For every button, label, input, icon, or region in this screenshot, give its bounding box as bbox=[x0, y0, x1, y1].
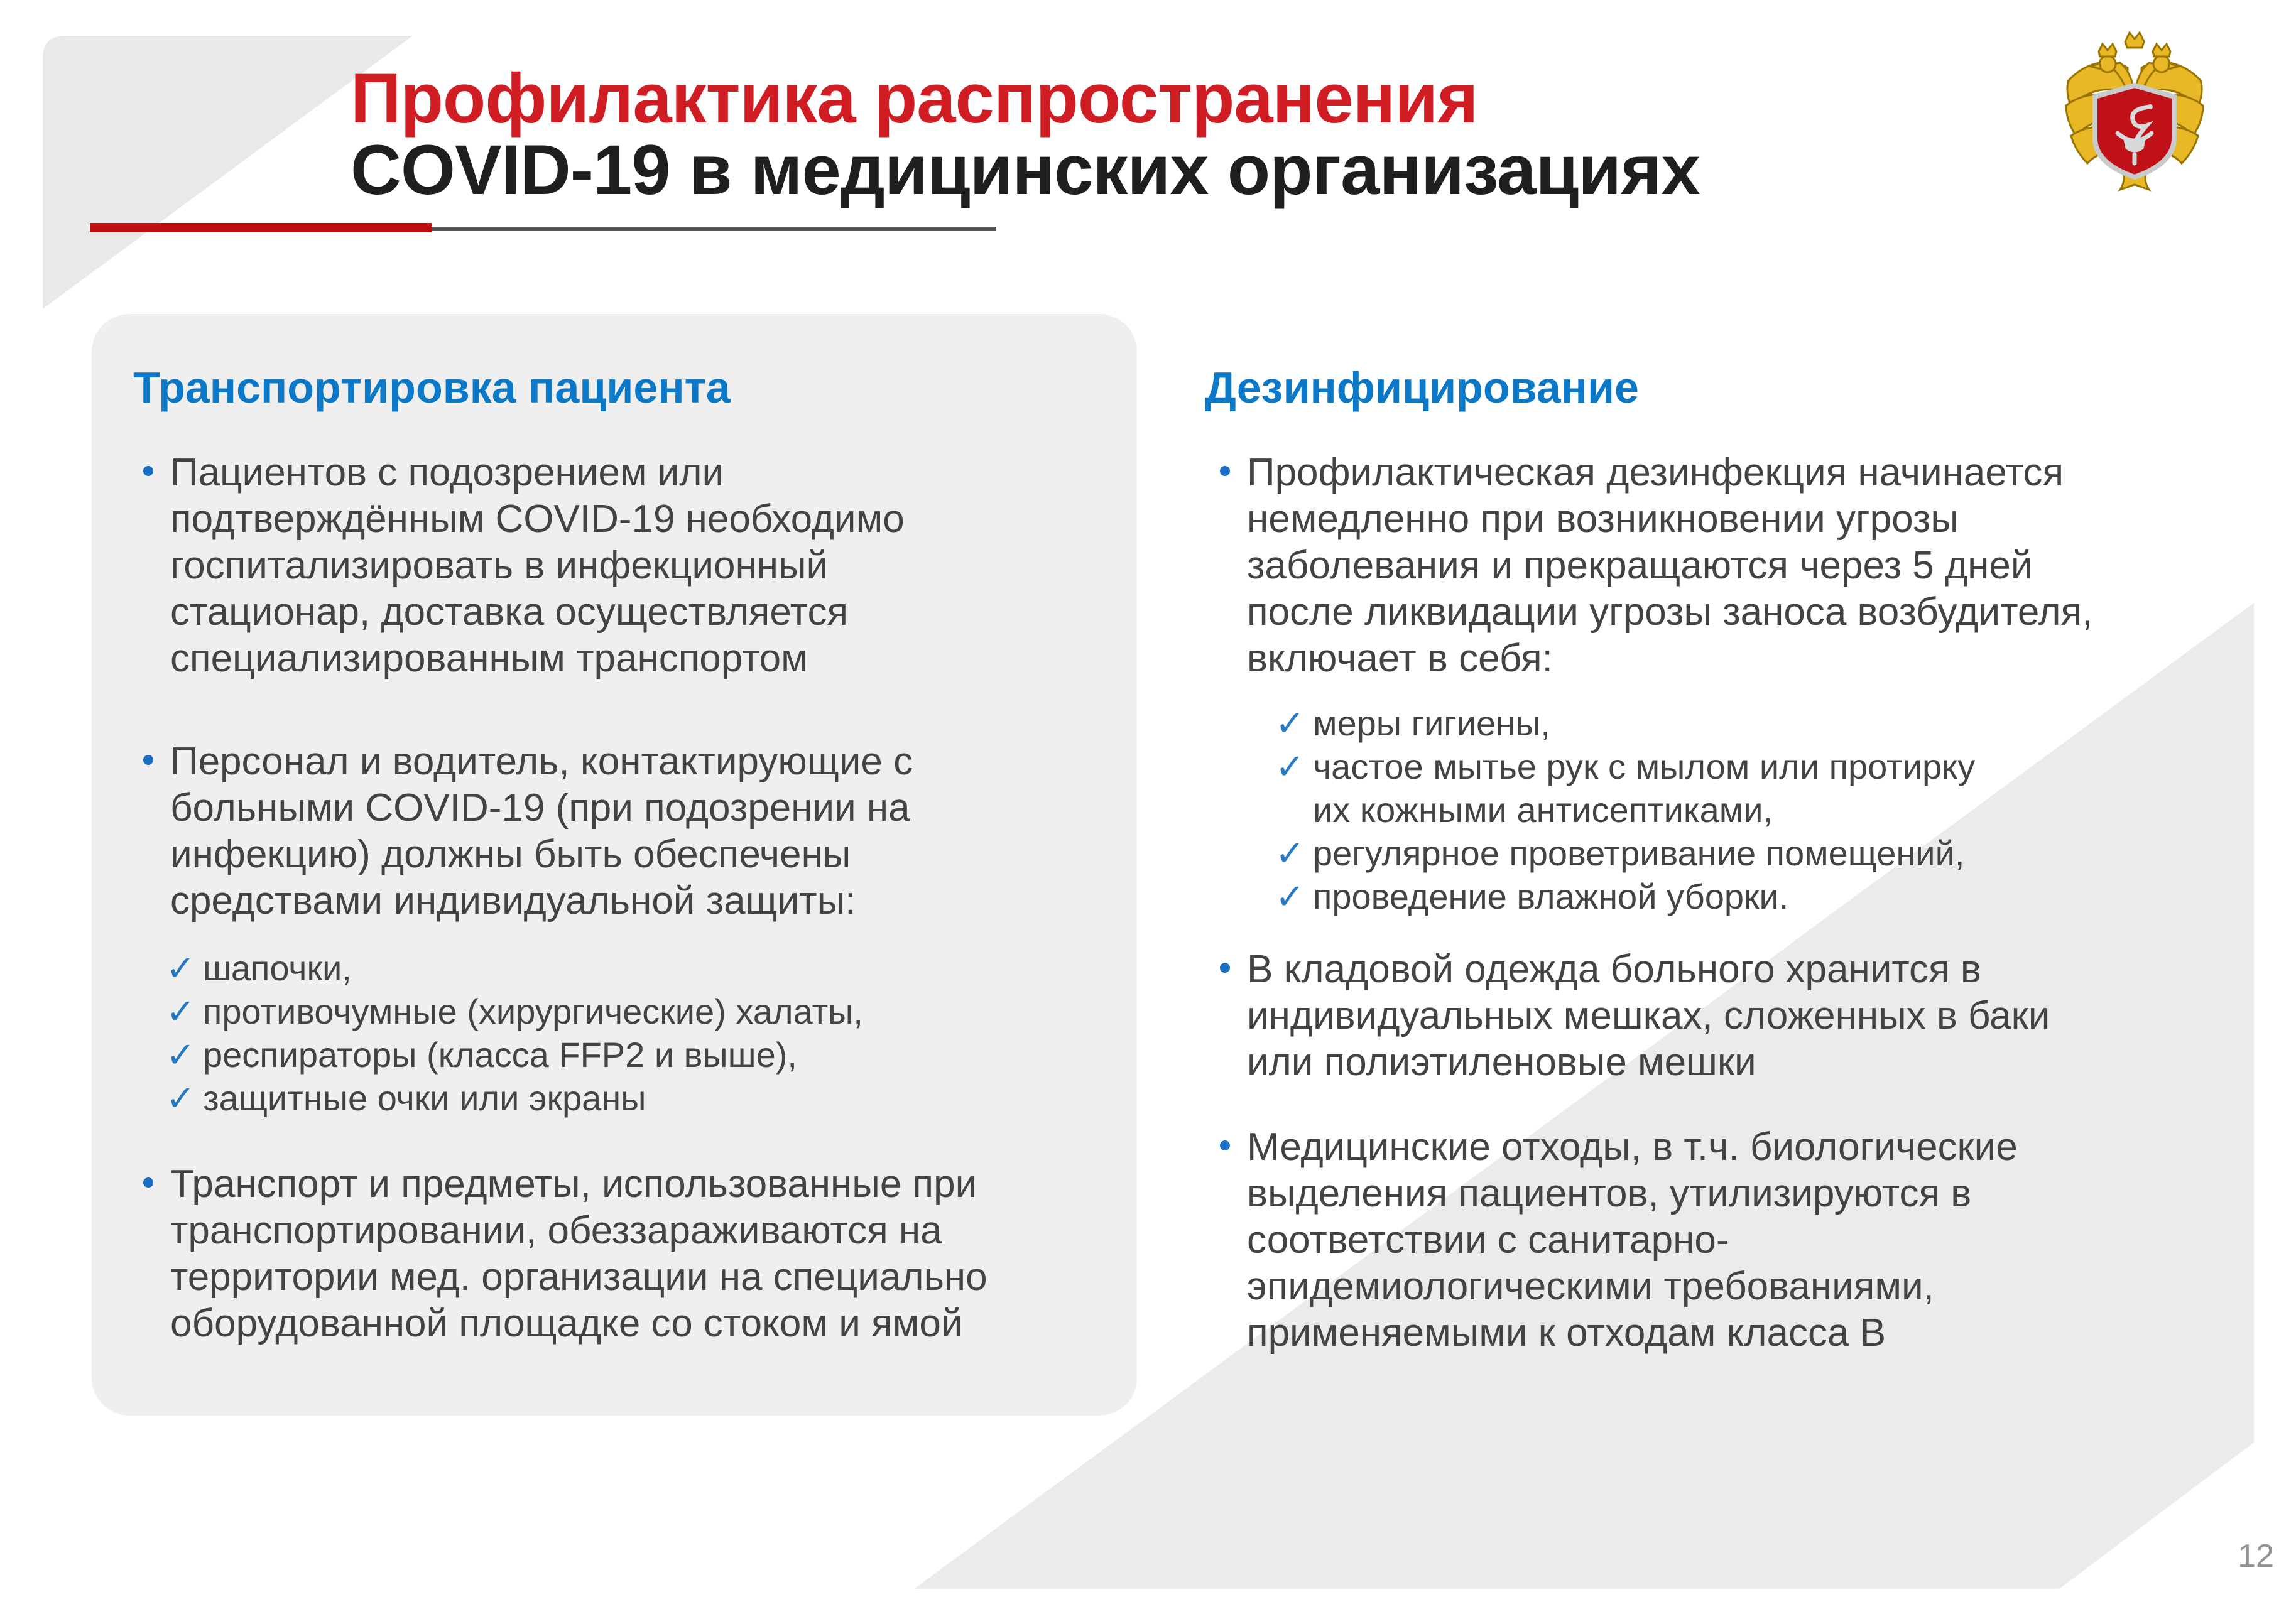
bullet-point bbox=[1205, 1124, 2018, 1356]
text-line: Транспорт и предметы, использованные при bbox=[170, 1162, 977, 1206]
check-item bbox=[133, 1033, 863, 1076]
text-line: немедленно при возникновении угрозы bbox=[1247, 497, 1959, 541]
bullet-dot-icon bbox=[143, 755, 153, 765]
text-line: Медицинские отходы, в т.ч. биологические bbox=[1247, 1125, 2018, 1169]
text-line: инфекцию) должны быть обеспечены bbox=[170, 833, 851, 876]
bullet-dot-icon bbox=[143, 1177, 153, 1188]
check-text-line: меры гигиены, bbox=[1313, 703, 1550, 743]
bullet-point bbox=[133, 1161, 987, 1347]
bullet-text bbox=[170, 739, 913, 924]
check-item bbox=[133, 1076, 863, 1120]
text-line: выделения пациентов, утилизируются в bbox=[1247, 1172, 1972, 1215]
text-line: подтверждённым COVID-19 необходимо bbox=[170, 497, 905, 541]
check-text-line: противочумные (хирургические) халаты, bbox=[203, 992, 863, 1031]
check-list bbox=[133, 946, 863, 1120]
checkmark-icon: ✓ bbox=[1275, 703, 1305, 743]
text-line: стационар, доставка осуществляется bbox=[170, 590, 849, 634]
text-line: территории мед. организации на специально bbox=[170, 1255, 987, 1299]
text-line: после ликвидации угрозы заноса возбудителя, bbox=[1247, 590, 2093, 634]
bullet-row bbox=[133, 1161, 987, 1347]
right-column bbox=[1205, 0, 2273, 1624]
text-line: включает в себя: bbox=[1247, 637, 1553, 680]
bullet-point bbox=[133, 450, 905, 682]
text-line: индивидуальных мешках, сложенных в баки bbox=[1247, 994, 2050, 1037]
text-line: госпитализировать в инфекционный bbox=[170, 544, 829, 587]
bullet-row bbox=[1205, 450, 2092, 682]
text-line: средствами индивидуальной защиты: bbox=[170, 879, 856, 923]
check-item bbox=[133, 990, 863, 1033]
checkmark-icon: ✓ bbox=[166, 948, 195, 988]
text-line: В кладовой одежда больного хранится в bbox=[1247, 948, 1981, 991]
check-item bbox=[1205, 875, 1975, 918]
check-text-line: защитные очки или экраны bbox=[203, 1078, 646, 1118]
slide-title-line-2: COVID-19 в медицинских организациях bbox=[351, 131, 1700, 209]
bullet-point bbox=[1205, 450, 2092, 682]
text-line: применяемыми к отходам класса В bbox=[1247, 1311, 1886, 1355]
bullet-dot-icon bbox=[1220, 963, 1230, 973]
check-text-line: респираторы (класса FFP2 и выше), bbox=[203, 1035, 797, 1075]
check-item bbox=[1205, 745, 1975, 831]
checkmark-icon: ✓ bbox=[166, 992, 195, 1031]
text-line: больными COVID-19 (при подозрении на bbox=[170, 786, 910, 830]
bullet-row bbox=[133, 739, 913, 924]
bullet-text bbox=[1247, 1124, 2018, 1356]
checkmark-icon: ✓ bbox=[166, 1078, 195, 1118]
check-text-line: шапочки, bbox=[203, 948, 352, 988]
text-line: транспортировании, обеззараживаются на bbox=[170, 1209, 942, 1252]
check-list bbox=[1205, 701, 1975, 918]
left-panel-heading: Транспортировка пациента bbox=[133, 363, 731, 412]
check-item bbox=[1205, 701, 1975, 745]
bullet-row bbox=[133, 450, 905, 682]
check-item bbox=[1205, 831, 1975, 875]
bullet-text bbox=[1247, 450, 2092, 682]
check-text-line: регулярное проветривание помещений, bbox=[1313, 833, 1965, 873]
bullet-text bbox=[170, 1161, 987, 1347]
left-column bbox=[133, 0, 1163, 1624]
check-item bbox=[133, 946, 863, 990]
bullet-row bbox=[1205, 1124, 2018, 1356]
right-panel-heading: Дезинфицирование bbox=[1205, 363, 1639, 412]
bullet-dot-icon bbox=[1220, 466, 1230, 476]
bullet-point bbox=[1205, 946, 2050, 1086]
check-text-line: проведение влажной уборки. bbox=[1313, 877, 1789, 916]
check-text-line: их кожными антисептиками, bbox=[1313, 790, 1773, 830]
text-line: Персонал и водитель, контактирующие с bbox=[170, 740, 913, 783]
text-line: Пациентов с подозрением или bbox=[170, 451, 724, 494]
check-text-line: частое мытье рук с мылом или протирку bbox=[1313, 747, 1976, 786]
text-line: Профилактическая дезинфекция начинается bbox=[1247, 451, 2064, 494]
checkmark-icon: ✓ bbox=[1275, 833, 1305, 873]
text-line: заболевания и прекращаются через 5 дней bbox=[1247, 544, 2033, 587]
bullet-dot-icon bbox=[143, 466, 153, 476]
bullet-point bbox=[133, 739, 913, 924]
checkmark-icon: ✓ bbox=[1275, 747, 1305, 786]
text-line: оборудованной площадке со стоком и ямой bbox=[170, 1302, 963, 1345]
bullet-text bbox=[170, 450, 905, 682]
bullet-dot-icon bbox=[1220, 1140, 1230, 1150]
bullet-row bbox=[1205, 946, 2050, 1086]
text-line: специализированным транспортом bbox=[170, 637, 808, 680]
text-line: эпидемиологическими требованиями, bbox=[1247, 1265, 1934, 1308]
checkmark-icon: ✓ bbox=[1275, 877, 1305, 916]
checkmark-icon: ✓ bbox=[166, 1035, 195, 1075]
text-line: соответствии с санитарно- bbox=[1247, 1218, 1729, 1262]
text-line: или полиэтиленовые мешки bbox=[1247, 1041, 1756, 1084]
slide-title-line-1: Профилактика распространения bbox=[351, 59, 1478, 138]
page-number: 12 bbox=[2238, 1538, 2274, 1574]
bullet-text bbox=[1247, 946, 2050, 1086]
